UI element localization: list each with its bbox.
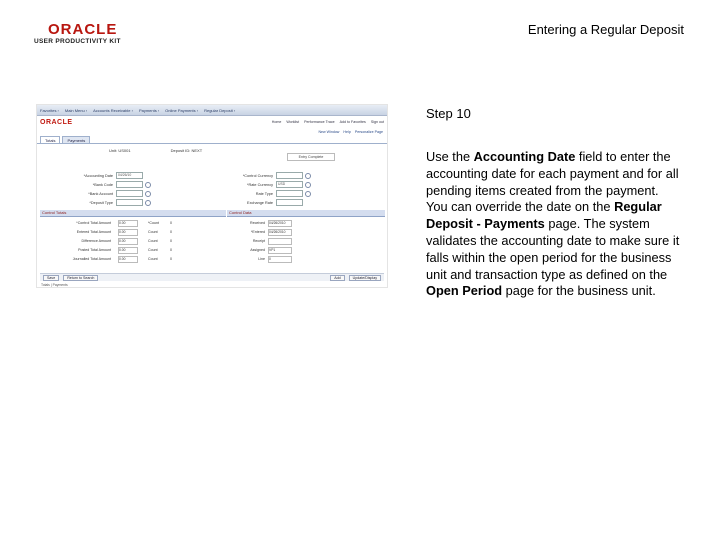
totals-row (37, 219, 227, 227)
count-value: 0 (170, 248, 172, 252)
page-tools (37, 128, 387, 136)
totals-label: Journalled Total Amount (72, 257, 111, 261)
lookup-icon[interactable] (145, 200, 151, 206)
control-data-value[interactable]: 04/26/2010 (268, 220, 292, 227)
breadcrumb-item[interactable]: Main Menu › (64, 107, 88, 113)
totals-row (37, 237, 227, 245)
field-label: *Bank Account (88, 191, 113, 196)
control-data-value[interactable] (268, 238, 292, 245)
totals-label: Entered Total Amount (76, 230, 111, 234)
count-label: *Count (148, 221, 159, 225)
step-description (426, 149, 681, 300)
control-data-row (227, 255, 387, 263)
field-label: *Control Currency (242, 173, 273, 178)
form-row (37, 180, 202, 189)
count-value: 0 (170, 239, 172, 243)
field-label: *Bank Code (92, 182, 113, 187)
control-data-label: Receipt (252, 239, 265, 243)
deposit-form-left (37, 171, 202, 207)
control-data-header: Control Data (227, 210, 385, 217)
update-display-button[interactable]: Update/Display (349, 275, 381, 281)
totals-amount[interactable]: 0.00 (118, 220, 138, 227)
description-text: page for the business unit. (502, 283, 656, 299)
field-input[interactable] (116, 181, 143, 188)
control-data-label: Line (258, 257, 265, 261)
page-tabs (37, 136, 387, 144)
control-totals-header: Control Totals (40, 210, 226, 217)
totals-label: Difference Amount (81, 239, 111, 243)
count-value: 0 (170, 230, 172, 234)
application-screenshot (36, 104, 388, 288)
toolbar-link[interactable]: Worklist (286, 120, 300, 124)
totals-amount: 0.00 (118, 256, 138, 263)
logo-tagline: USER PRODUCTIVITY KIT (34, 38, 121, 45)
form-row (197, 189, 362, 198)
ui-term: Regular Deposit - Payments (426, 199, 662, 232)
count-label: Count (148, 230, 158, 234)
field-input[interactable] (276, 190, 303, 197)
field-label: Exchange Rate (247, 200, 273, 205)
toolbar-link[interactable]: Add to Favorites (339, 120, 366, 124)
field-input[interactable]: USD (276, 181, 303, 188)
totals-row (37, 246, 227, 254)
count-value[interactable]: 0 (170, 221, 172, 225)
control-data-value[interactable]: 0 (268, 256, 292, 263)
field-input[interactable] (116, 190, 143, 197)
count-label: Count (148, 248, 158, 252)
page-tool-link[interactable]: New Window (318, 130, 340, 134)
form-row (37, 171, 202, 180)
control-data-row (227, 228, 387, 236)
control-data-label: *Entered (251, 230, 265, 234)
control-data-label: Received (250, 221, 265, 225)
control-data-row (227, 237, 387, 245)
control-data-label: Assigned (250, 248, 265, 252)
field-label: Rate Type (255, 191, 273, 196)
totals-amount: 0.00 (118, 247, 138, 254)
page-title: Entering a Regular Deposit (527, 22, 684, 37)
field-input[interactable] (276, 172, 303, 179)
field-input[interactable] (116, 199, 143, 206)
form-row (37, 189, 202, 198)
field-input[interactable]: 04/26/10 (116, 172, 143, 179)
totals-amount: 0.00 (118, 229, 138, 236)
field-label: *Accounting Date (83, 173, 113, 178)
field-input[interactable] (276, 199, 303, 206)
return-to-search-button[interactable]: Return to Search (63, 275, 98, 281)
control-data-value[interactable]: VP1 (268, 247, 292, 254)
description-text: Use the (426, 149, 474, 164)
count-value: 0 (170, 257, 172, 261)
toolbar-link[interactable]: Home (271, 120, 282, 124)
breadcrumb (37, 105, 387, 116)
status-box: Entry Complete (287, 153, 335, 161)
app-brand-bar (37, 116, 387, 128)
lookup-icon[interactable] (305, 173, 311, 179)
form-row (37, 198, 202, 207)
tab-totals[interactable]: Totals (40, 136, 60, 143)
button-bar (40, 273, 384, 281)
form-row (197, 171, 362, 180)
totals-row (37, 255, 227, 263)
totals-row (37, 228, 227, 236)
description-text: field to enter the accounting date for each payment and for all pending items created from the payment. You can override the date on the (426, 149, 679, 215)
control-data-value[interactable]: 04/26/2010 (268, 229, 292, 236)
toolbar-link[interactable]: Sign out (370, 120, 384, 124)
count-label: Count (148, 257, 158, 261)
totals-label: Posted Total Amount (78, 248, 111, 252)
footer-links[interactable]: Totals | Payments (41, 283, 68, 287)
toolbar-link[interactable]: Performance Trace (304, 120, 335, 124)
tab-payments[interactable]: Payments (62, 136, 90, 143)
lookup-icon[interactable] (305, 191, 311, 197)
save-button[interactable]: Save (43, 275, 59, 281)
count-label: Count (148, 239, 158, 243)
ui-term: Open Period (426, 283, 503, 299)
logo-oracle-word: ORACLE (48, 21, 118, 38)
field-label: *Rate Currency (247, 182, 273, 187)
oracle-upk-logo (34, 22, 124, 48)
control-data-row (227, 219, 387, 227)
description-text: page. The system validates the accounting date to make sure it falls within the open period for the business unit and transaction type as defined on the (426, 216, 680, 282)
breadcrumb-item[interactable]: Online Payments › (165, 107, 199, 113)
deposit-label: Deposit ID: NEXT (170, 148, 203, 153)
lookup-icon[interactable] (145, 182, 151, 188)
page-tool-link[interactable]: Help (343, 130, 351, 134)
totals-amount: 0.00 (118, 238, 138, 245)
add-button[interactable]: Add (330, 275, 344, 281)
app-logo: ORACLE (40, 118, 73, 126)
ui-term: Accounting Date (473, 149, 576, 164)
step-number: Step 10 (426, 106, 471, 121)
lookup-icon[interactable] (145, 191, 151, 197)
breadcrumb-item[interactable]: Payments › (138, 107, 160, 113)
form-row (197, 180, 362, 189)
field-label: *Deposit Type (89, 200, 113, 205)
breadcrumb-item[interactable]: Regular Deposit › (204, 107, 236, 113)
breadcrumb-item[interactable]: Accounts Receivable › (93, 107, 133, 113)
lookup-icon[interactable] (305, 182, 311, 188)
form-row (197, 198, 362, 207)
breadcrumb-item[interactable]: Favorites › (40, 107, 59, 113)
app-toolbar (272, 120, 384, 124)
deposit-form-right (197, 171, 362, 207)
totals-label: *Control Total Amount (76, 221, 111, 225)
control-data-row (227, 246, 387, 254)
page-tool-link[interactable]: Personalize Page (354, 130, 383, 134)
unit-label: Unit: US001 (109, 148, 131, 153)
